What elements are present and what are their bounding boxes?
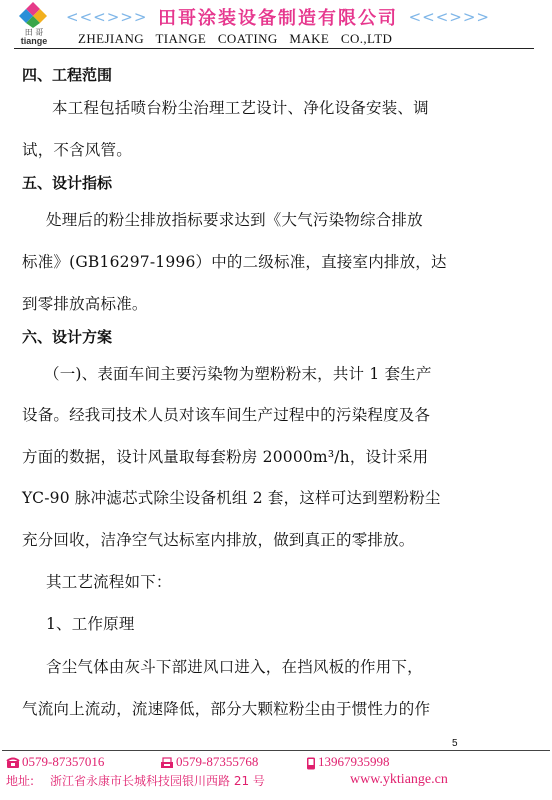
address-row — [6, 772, 546, 792]
header-divider — [14, 48, 534, 49]
company-name-english: ZHEJIANG TIANGE COATING MAKE CO.,LTD — [78, 31, 393, 46]
logo-english: tiange — [20, 36, 48, 46]
section-6-line-4: YC-90 脉冲滤芯式除尘设备机组 2 套，这样可达到塑粉粉尘 — [22, 489, 441, 507]
logo-diamond-icon — [18, 2, 48, 28]
section-6-line-2: 设备。经我司技术人员对该车间生产过程中的污染程度及各 — [22, 406, 431, 424]
address-label: 地址: — [6, 774, 35, 788]
chevrons-left: <<<>>> — [66, 8, 148, 26]
section-5-heading: 五、设计指标 — [22, 174, 113, 192]
address-text: 浙江省永康市长城科技园银川西路 21 号 — [50, 774, 265, 788]
fax-icon — [160, 757, 174, 769]
section-4-line-2: 试，不含风管。 — [22, 141, 132, 159]
company-name-chinese: 田哥涂装设备制造有限公司 — [158, 8, 398, 29]
mobile-number: 13967935998 — [318, 754, 390, 769]
section-5-line-2: 标准》(GB16297-1996）中的二级标准，直接室内排放，达 — [22, 253, 447, 271]
chevrons-right: <<<>>> — [408, 8, 490, 26]
telephone-icon — [6, 757, 20, 769]
section-6-line-5: 充分回收，洁净空气达标室内排放，做到真正的零排放。 — [22, 531, 415, 549]
phone-number: 0579-87357016 — [22, 754, 105, 769]
company-logo — [10, 2, 58, 46]
subsection-1-heading: 1、工作原理 — [46, 615, 135, 633]
section-5-line-3: 到零排放高标准。 — [22, 295, 148, 313]
section-5-line-1: 处理后的粉尘排放指标要求达到《大气污染物综合排放 — [46, 211, 423, 229]
brand-row — [62, 4, 522, 28]
fax-number: 0579-87355768 — [176, 754, 259, 769]
section-4-heading: 四、工程范围 — [22, 66, 113, 84]
process-flow-intro: 其工艺流程如下： — [46, 573, 172, 591]
section-4-line-1: 本工程包括喷台粉尘治理工艺设计、净化设备安装、调 — [52, 99, 429, 117]
logo-chinese: 田 哥 — [24, 28, 44, 37]
section-6-line-3: 方面的数据，设计风量取每套粉房 20000m³/h，设计采用 — [22, 448, 429, 466]
footer-divider — [2, 750, 550, 751]
mobile-phone-icon — [306, 757, 316, 770]
section-6-line-1: （一)、表面车间主要污染物为塑粉粉末，共计 1 套生产 — [44, 365, 432, 383]
contact-row — [6, 752, 546, 772]
section-6-heading: 六、设计方案 — [22, 328, 113, 346]
principle-line-2: 气流向上流动，流速降低，部分大颗粒粉尘由于惯性力的作 — [22, 700, 431, 718]
principle-line-1: 含尘气体由灰斗下部进风口进入，在挡风板的作用下， — [46, 658, 423, 676]
page-number: 5 — [452, 738, 458, 749]
page-header — [0, 0, 552, 52]
website-link[interactable]: www.yktiange.cn — [350, 772, 448, 787]
